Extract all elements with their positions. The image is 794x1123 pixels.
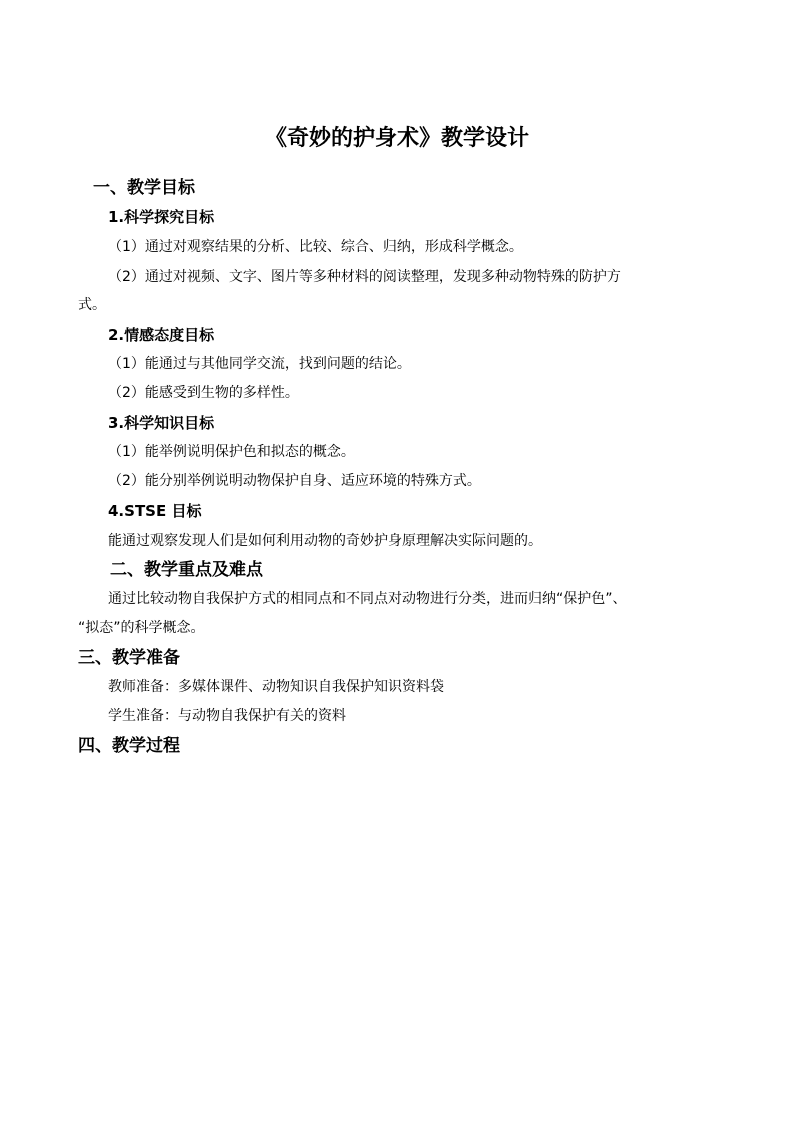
subheading-attitude-goals: 2.情感态度目标 — [108, 326, 215, 344]
section-heading-key-points: 二、教学重点及难点 — [110, 560, 263, 580]
paragraph-knowledge-1: （1）能举例说明保护色和拟态的概念。 — [108, 444, 355, 460]
section-heading-process: 四、教学过程 — [78, 736, 180, 756]
section-heading-preparation: 三、教学准备 — [78, 648, 180, 668]
subheading-stse-goals: 4.STSE 目标 — [108, 502, 202, 520]
paragraph-attitude-2: （2）能感受到生物的多样性。 — [108, 385, 299, 401]
paragraph-inquiry-1: （1）通过对观察结果的分析、比较、综合、归纳，形成科学概念。 — [108, 239, 523, 255]
paragraph-key-points-continued: “拟态”的科学概念。 — [78, 620, 205, 636]
subheading-inquiry-goals: 1.科学探究目标 — [108, 208, 215, 226]
paragraph-key-points: 通过比较动物自我保护方式的相同点和不同点对动物进行分类，进而归纳“保护色”、 — [108, 591, 627, 607]
paragraph-student-prep: 学生准备：与动物自我保护有关的资料 — [108, 708, 346, 724]
paragraph-knowledge-2: （2）能分别举例说明动物保护自身、适应环境的特殊方式。 — [108, 473, 481, 489]
paragraph-inquiry-2: （2）通过对视频、文字、图片等多种材料的阅读整理，发现多种动物特殊的防护方 — [108, 269, 621, 285]
paragraph-stse-1: 能通过观察发现人们是如何利用动物的奇妙护身原理解决实际问题的。 — [108, 533, 542, 549]
paragraph-teacher-prep: 教师准备：多媒体课件、动物知识自我保护知识资料袋 — [108, 679, 444, 695]
section-heading-objectives: 一、教学目标 — [93, 178, 195, 198]
paragraph-inquiry-2-continued: 式。 — [78, 297, 106, 313]
document-title: 《奇妙的护身术》教学设计 — [264, 126, 529, 151]
paragraph-attitude-1: （1）能通过与其他同学交流，找到问题的结论。 — [108, 356, 411, 372]
subheading-knowledge-goals: 3.科学知识目标 — [108, 414, 215, 432]
